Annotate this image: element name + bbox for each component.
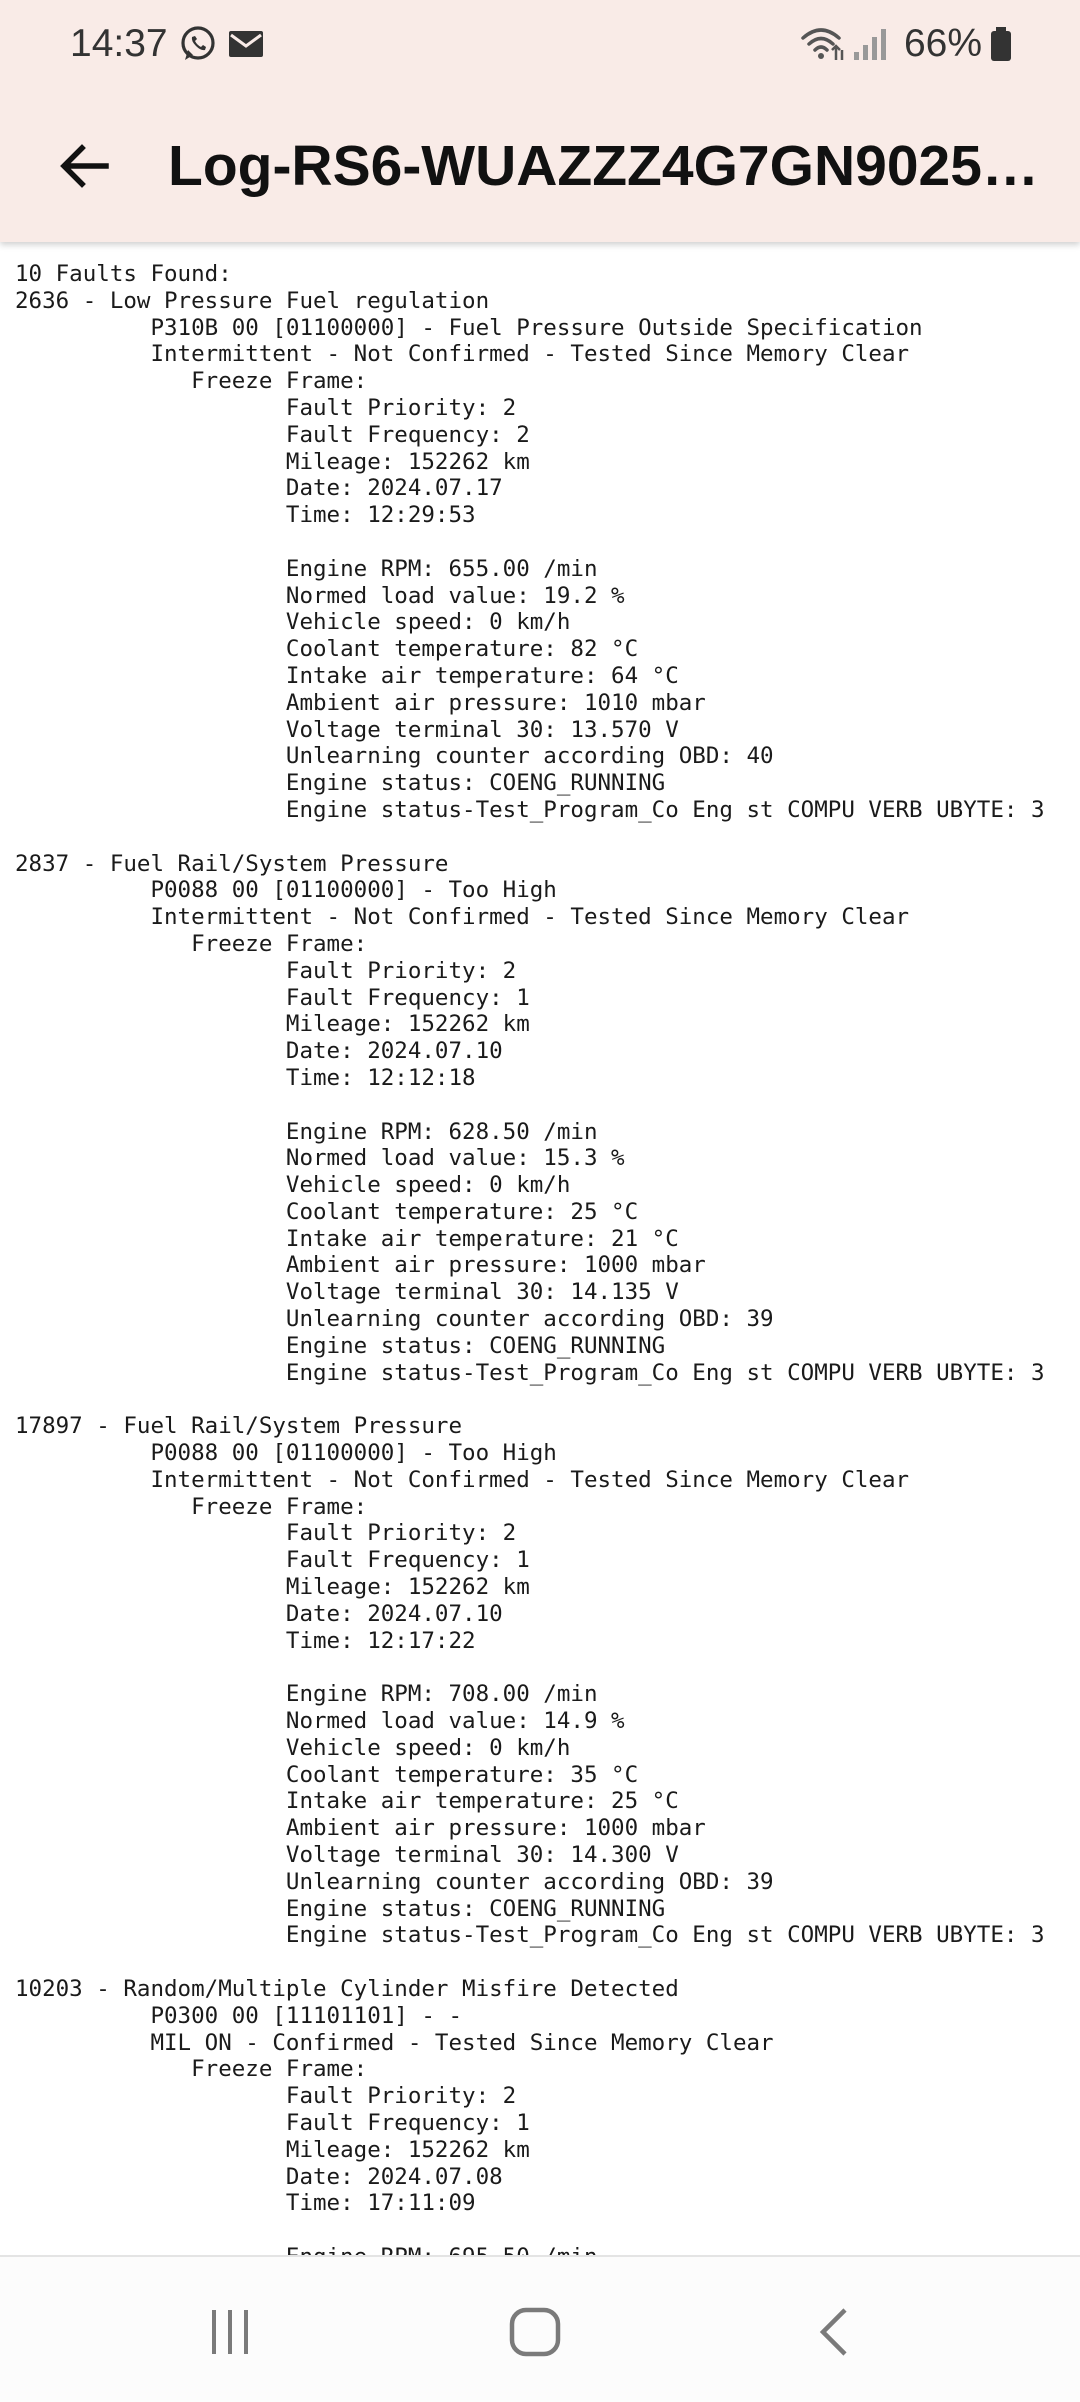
status-bar [0,0,1080,88]
mail-icon [226,24,266,64]
signal-icon [852,24,888,64]
recent-apps-icon [200,2302,260,2362]
battery-icon [988,24,1014,64]
home-button[interactable] [480,2277,590,2387]
app-bar [0,88,1080,242]
top-container [0,0,1080,242]
status-time: 14:37 [70,22,168,65]
page-title: Log-RS6-WUAZZZ4G7GN9025… [168,134,1039,198]
recent-apps-button[interactable] [175,2277,285,2387]
back-chevron-icon [805,2302,865,2362]
battery-percentage: 66% [903,22,982,65]
home-icon [505,2302,565,2362]
nav-back-button[interactable] [780,2277,890,2387]
log-view[interactable] [0,242,1080,2255]
whatsapp-icon [178,24,218,64]
log-text: 10 Faults Found: 2636 - Low Pressure Fuel regulation P310B 00 [01100000] - Fuel Pressure Outside Specification Intermittent - Not Confirmed - Tested Since Memory Clear Freeze Frame: Fault Priority: 2 Fault Frequency: 2 Mileage: 152262 km Date: 2024.07.17 Time: 12:29:53 Engine RPM: 655.00 /min Normed load value: 19.2 % Vehicle speed: 0 km/h Coolant temperature: 82 °C Intake air temperature: 64 °C Ambient air pressure: 1010 mbar Voltage terminal 30: 13.570 V Unlearning counter according OBD: 40 Engine status: COENG_RUNNING Engine status-Test_Program_Co Eng st COMPU VERB UBYTE: 3 2837 - Fuel Rail/System Pressure P0088 00 [01100000] - Too High Intermittent - Not Confirmed - Tested Since Memory Clear Freeze Frame: Fault Priority: 2 Fault Frequency: 1 Mileage: 152262 km Date: 2024.07.10 Time: 12:12:18 Engine RPM: 628.50 /min Normed load value: 15.3 % Vehicle speed: 0 km/h Coolant temperature: 25 °C Intake air temperature: 21 °C Ambient air pressure: 1000 mbar Voltage terminal 30: 14.135 V Unlearning counter according OBD: 39 Engine status: COENG_RUNNING Engine status-Test_Program_Co Eng st COMPU VERB UBYTE: 3 17897 - Fuel Rail/System Pressure P0088 00 [01100000] - Too High Intermittent - Not Confirmed - Tested Since Memory Clear Freeze Frame: Fault Priority: 2 Fault Frequency: 1 Mileage: 152262 km Date: 2024.07.10 Time: 12:17:22 Engine RPM: 708.00 /min Normed load value: 14.9 % Vehicle speed: 0 km/h Coolant temperature: 35 °C Intake air temperature: 25 °C Ambient air pressure: 1000 mbar Voltage terminal 30: 14.300 V Unlearning counter according OBD: 39 Engine status: COENG_RUNNING Engine status-Test_Program_Co Eng st COMPU VERB UBYTE: 3 10203 - Random/Multiple Cylinder Misfire Detected P0300 00 [11101101] - - MIL ON - Confirmed - Tested Since Memory Clear Freeze Frame: Fault Priority: 2 Fault Frequency: 1 Mileage: 152262 km Date: 2024.07.08 Time: 17:11:09 [15,261,1045,2217]
arrow-left-icon [56,138,112,194]
back-button[interactable] [44,126,124,206]
navigation-bar [0,2255,1080,2402]
wifi-icon [800,24,846,64]
